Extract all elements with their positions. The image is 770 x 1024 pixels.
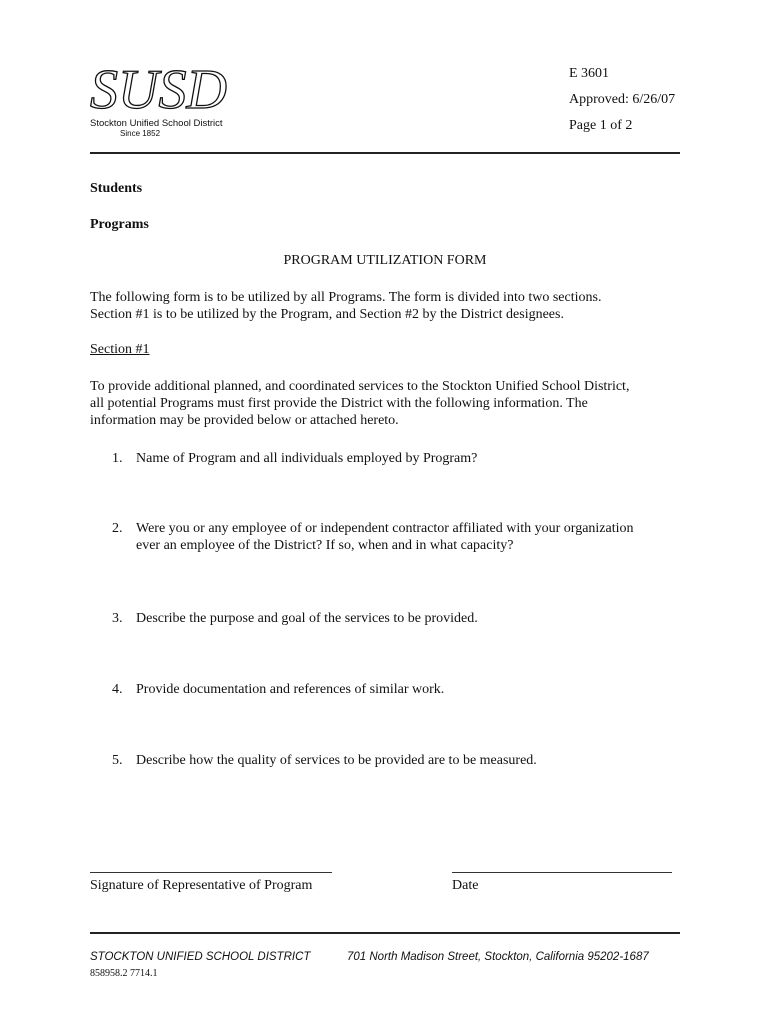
question-5 bbox=[112, 752, 692, 769]
question-number: 1. bbox=[112, 451, 123, 466]
question-4 bbox=[112, 681, 692, 698]
approved-date: Approved: 6/26/07 bbox=[569, 92, 676, 107]
category-students: Students bbox=[90, 181, 143, 196]
header-rule bbox=[90, 152, 680, 154]
footer-district: STOCKTON UNIFIED SCHOOL DISTRICT bbox=[90, 951, 311, 963]
section-text-line: To provide additional planned, and coordinated services to the Stockton Unified School District, bbox=[90, 379, 630, 394]
section-1-heading: Section #1 bbox=[90, 342, 150, 357]
svg-text:Stockton Unified School Distri: Stockton Unified School District bbox=[90, 118, 223, 129]
question-2 bbox=[112, 520, 692, 554]
question-number: 3. bbox=[112, 611, 123, 626]
footer-address: 701 North Madison Street, Stockton, California 95202-1687 bbox=[347, 951, 649, 963]
question-text: Describe the purpose and goal of the services to be provided. bbox=[136, 611, 478, 626]
question-text: ever an employee of the District? If so, when and in what capacity? bbox=[136, 538, 514, 553]
question-text: Provide documentation and references of similar work. bbox=[136, 682, 445, 697]
section-text-line: information may be provided below or attached hereto. bbox=[90, 413, 399, 428]
footer-rule bbox=[90, 932, 680, 934]
question-text: Name of Program and all individuals employed by Program? bbox=[136, 451, 478, 466]
intro-line: Section #1 is to be utilized by the Program, and Section #2 by the District designees. bbox=[90, 307, 564, 322]
date-line[interactable] bbox=[452, 872, 672, 873]
footer-doc-code: 858958.2 7714.1 bbox=[90, 968, 158, 979]
date-label: Date bbox=[452, 878, 479, 893]
svg-text:SUSD: SUSD bbox=[90, 59, 227, 121]
question-number: 2. bbox=[112, 521, 123, 536]
question-number: 4. bbox=[112, 682, 123, 697]
intro-paragraph bbox=[90, 289, 690, 323]
district-logo bbox=[88, 48, 227, 140]
form-title: PROGRAM UTILIZATION FORM bbox=[283, 253, 487, 268]
question-1 bbox=[112, 450, 692, 467]
svg-text:Since 1852: Since 1852 bbox=[120, 129, 161, 138]
signature-label: Signature of Representative of Program bbox=[90, 878, 313, 893]
page-indicator: Page 1 of 2 bbox=[569, 118, 633, 133]
section-text-line: all potential Programs must first provide the District with the following information. The bbox=[90, 396, 588, 411]
section-1-text bbox=[90, 378, 690, 429]
document-number: E 3601 bbox=[569, 66, 610, 81]
question-text: Describe how the quality of services to be provided are to be measured. bbox=[136, 753, 537, 768]
question-number: 5. bbox=[112, 753, 123, 768]
category-programs: Programs bbox=[90, 217, 149, 232]
question-3 bbox=[112, 610, 692, 627]
question-text: Were you or any employee of or independent contractor affiliated with your organization bbox=[136, 521, 634, 536]
signature-line[interactable] bbox=[90, 872, 332, 873]
intro-line: The following form is to be utilized by all Programs. The form is divided into two sections. bbox=[90, 290, 602, 305]
